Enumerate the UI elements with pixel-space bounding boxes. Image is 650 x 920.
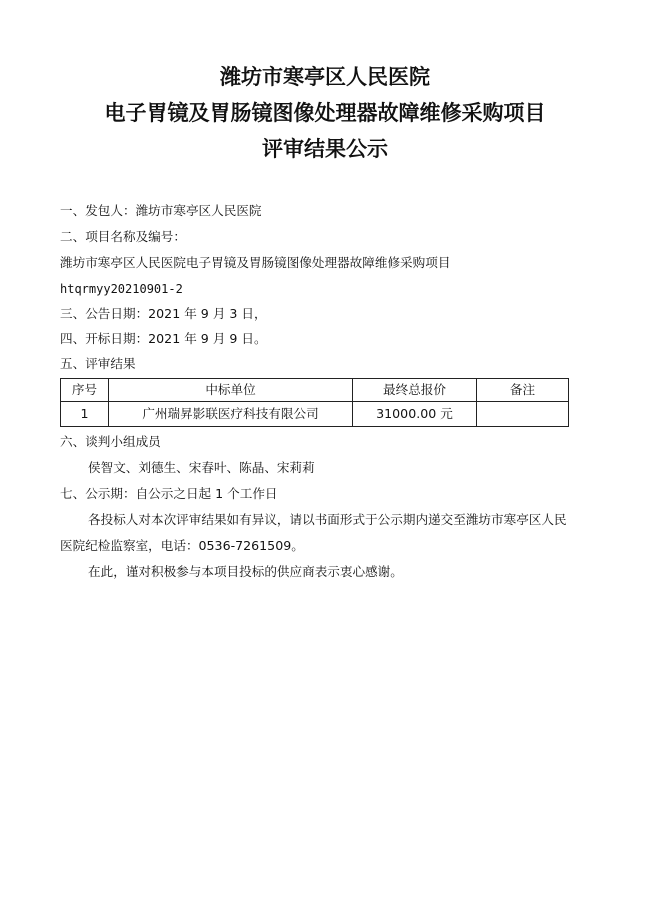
publicity-period: 七、公示期：自公示之日起 1 个工作日 [60, 486, 278, 501]
project-heading: 二、项目名称及编号： [60, 229, 186, 244]
title-project: 电子胃镜及胃肠镜图像处理器故障维修采购项目 [104, 100, 546, 125]
thanks-text: 在此，谨对积极参与本项目投标的供应商表示衷心感谢。 [88, 564, 403, 579]
issuer-line: 一、发包人：潍坊市寒亭区人民医院 [60, 203, 262, 218]
panel-heading: 六、谈判小组成员 [60, 434, 161, 449]
table-row [61, 402, 569, 427]
panel-members: 侯智文、刘德生、宋春叶、陈晶、宋莉莉 [88, 460, 315, 475]
title-announcement: 评审结果公示 [262, 136, 388, 161]
open-date: 四、开标日期：2021 年 9 月 9 日。 [60, 331, 267, 346]
cell-price: 31000.00 元 [353, 402, 477, 427]
header-note: 备注 [477, 379, 569, 402]
header-price: 最终总报价 [353, 379, 477, 402]
announce-date: 三、公告日期：2021 年 9 月 3 日， [60, 306, 267, 321]
cell-company: 广州瑞昇影联医疗科技有限公司 [109, 402, 353, 427]
project-name: 潍坊市寒亭区人民医院电子胃镜及胃肠镜图像处理器故障维修采购项目 [60, 255, 451, 270]
objection-text-1: 各投标人对本次评审结果如有异议，请以书面形式于公示期内递交至潍坊市寒亭区人民 [88, 512, 567, 527]
header-company: 中标单位 [109, 379, 353, 402]
cell-no: 1 [61, 402, 109, 427]
objection-text-2: 医院纪检监察室，电话：0536-7261509。 [60, 538, 304, 553]
title-hospital: 潍坊市寒亭区人民医院 [220, 64, 430, 89]
project-code: htqrmyy20210901-2 [60, 282, 183, 296]
result-heading: 五、评审结果 [60, 356, 136, 371]
header-no: 序号 [61, 379, 109, 402]
table-header-row [61, 379, 569, 402]
result-table [60, 378, 569, 427]
cell-note [477, 402, 569, 427]
